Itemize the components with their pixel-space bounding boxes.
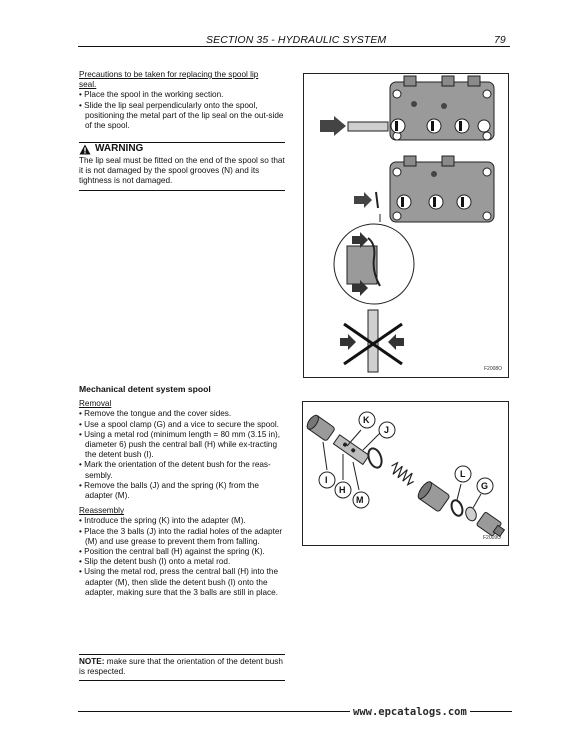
reassembly-bullet: • Using the metal rod, press the central ball (H) into the adapter (M), then slide the detent bush (I) onto the adapter, making sure that the 3 balls are still in place. bbox=[79, 567, 285, 598]
removal-heading: Removal bbox=[79, 399, 112, 409]
precautions-bullet: • Slide the lip seal perpendicularly onto the spool, positioning the metal part of the lip seal on the out-side of the spool. bbox=[79, 101, 285, 132]
warning-text: The lip seal must be fitted on the end of the spool so that it is not damaged by the spool grooves (N) and its tightness is not damaged. bbox=[79, 156, 285, 186]
removal-bullet: • Mark the orientation of the detent bush for the reas-sembly. bbox=[79, 460, 285, 480]
label-j: J bbox=[384, 425, 390, 435]
label-l: L bbox=[460, 469, 466, 479]
watermark-site: www.epcatalogs.com bbox=[350, 706, 470, 718]
note-text: make sure that the orientation of the detent bush is respected. bbox=[79, 657, 283, 677]
detent-exploded-figure bbox=[302, 401, 509, 546]
label-g: G bbox=[481, 481, 489, 491]
reassembly-heading: Reassembly bbox=[79, 506, 125, 516]
removal-bullet: • Remove the balls (J) and the spring (K) from the adapter (M). bbox=[79, 481, 285, 501]
label-i: I bbox=[325, 475, 328, 485]
reassembly-bullet: • Place the 3 balls (J) into the radial holes of the adapter (M) and use grease to prevent them from falling. bbox=[79, 527, 285, 547]
reassembly-bullet: • Position the central ball (H) against the spring (K). bbox=[79, 547, 285, 557]
detent-exploded-illustration bbox=[303, 402, 508, 545]
precautions-title-line2: seal. bbox=[79, 80, 97, 90]
note-block bbox=[79, 657, 285, 677]
reassembly-bullet: • Introduce the spring (K) into the adapter (M). bbox=[79, 516, 285, 526]
note-rule-bottom bbox=[79, 680, 285, 681]
removal-bullet: • Remove the tongue and the cover sides. bbox=[79, 409, 285, 419]
page-number: 79 bbox=[494, 34, 506, 46]
section-title: SECTION 35 - HYDRAULIC SYSTEM bbox=[206, 34, 387, 46]
warning-block bbox=[79, 144, 285, 187]
removal-bullet: • Using a metal rod (minimum length = 80 mm (3.15 in), diameter 6) push the central ball (H) while ex-tracting the detent bush (I). bbox=[79, 430, 285, 461]
label-h: H bbox=[339, 485, 346, 495]
label-k: K bbox=[363, 415, 370, 425]
detent-title: Mechanical detent system spool bbox=[79, 384, 211, 394]
warning-heading bbox=[79, 144, 285, 155]
note-label: NOTE: bbox=[79, 657, 105, 666]
reassembly-bullet: • Slip the detent bush (I) onto a metal rod. bbox=[79, 557, 285, 567]
warning-heading-text: WARNING bbox=[95, 143, 144, 155]
precautions-block bbox=[79, 70, 285, 131]
spool-seal-illustration bbox=[304, 74, 508, 377]
note-rule-top bbox=[79, 654, 285, 655]
precautions-title-line1: Precautions to be taken for replacing the spool lip bbox=[79, 70, 259, 79]
removal-bullet: • Use a spool clamp (G) and a vice to secure the spool. bbox=[79, 420, 285, 430]
detent-section bbox=[79, 384, 285, 598]
header-rule bbox=[78, 46, 510, 47]
warning-rule-bottom bbox=[79, 190, 285, 191]
spool-seal-figure bbox=[303, 73, 509, 378]
figure2-code: F2009O bbox=[483, 535, 502, 541]
figure1-code: F2008O bbox=[484, 366, 503, 372]
label-m: M bbox=[356, 495, 364, 505]
warning-triangle-icon bbox=[79, 144, 91, 155]
precautions-bullet: • Place the spool in the working section. bbox=[79, 90, 285, 100]
